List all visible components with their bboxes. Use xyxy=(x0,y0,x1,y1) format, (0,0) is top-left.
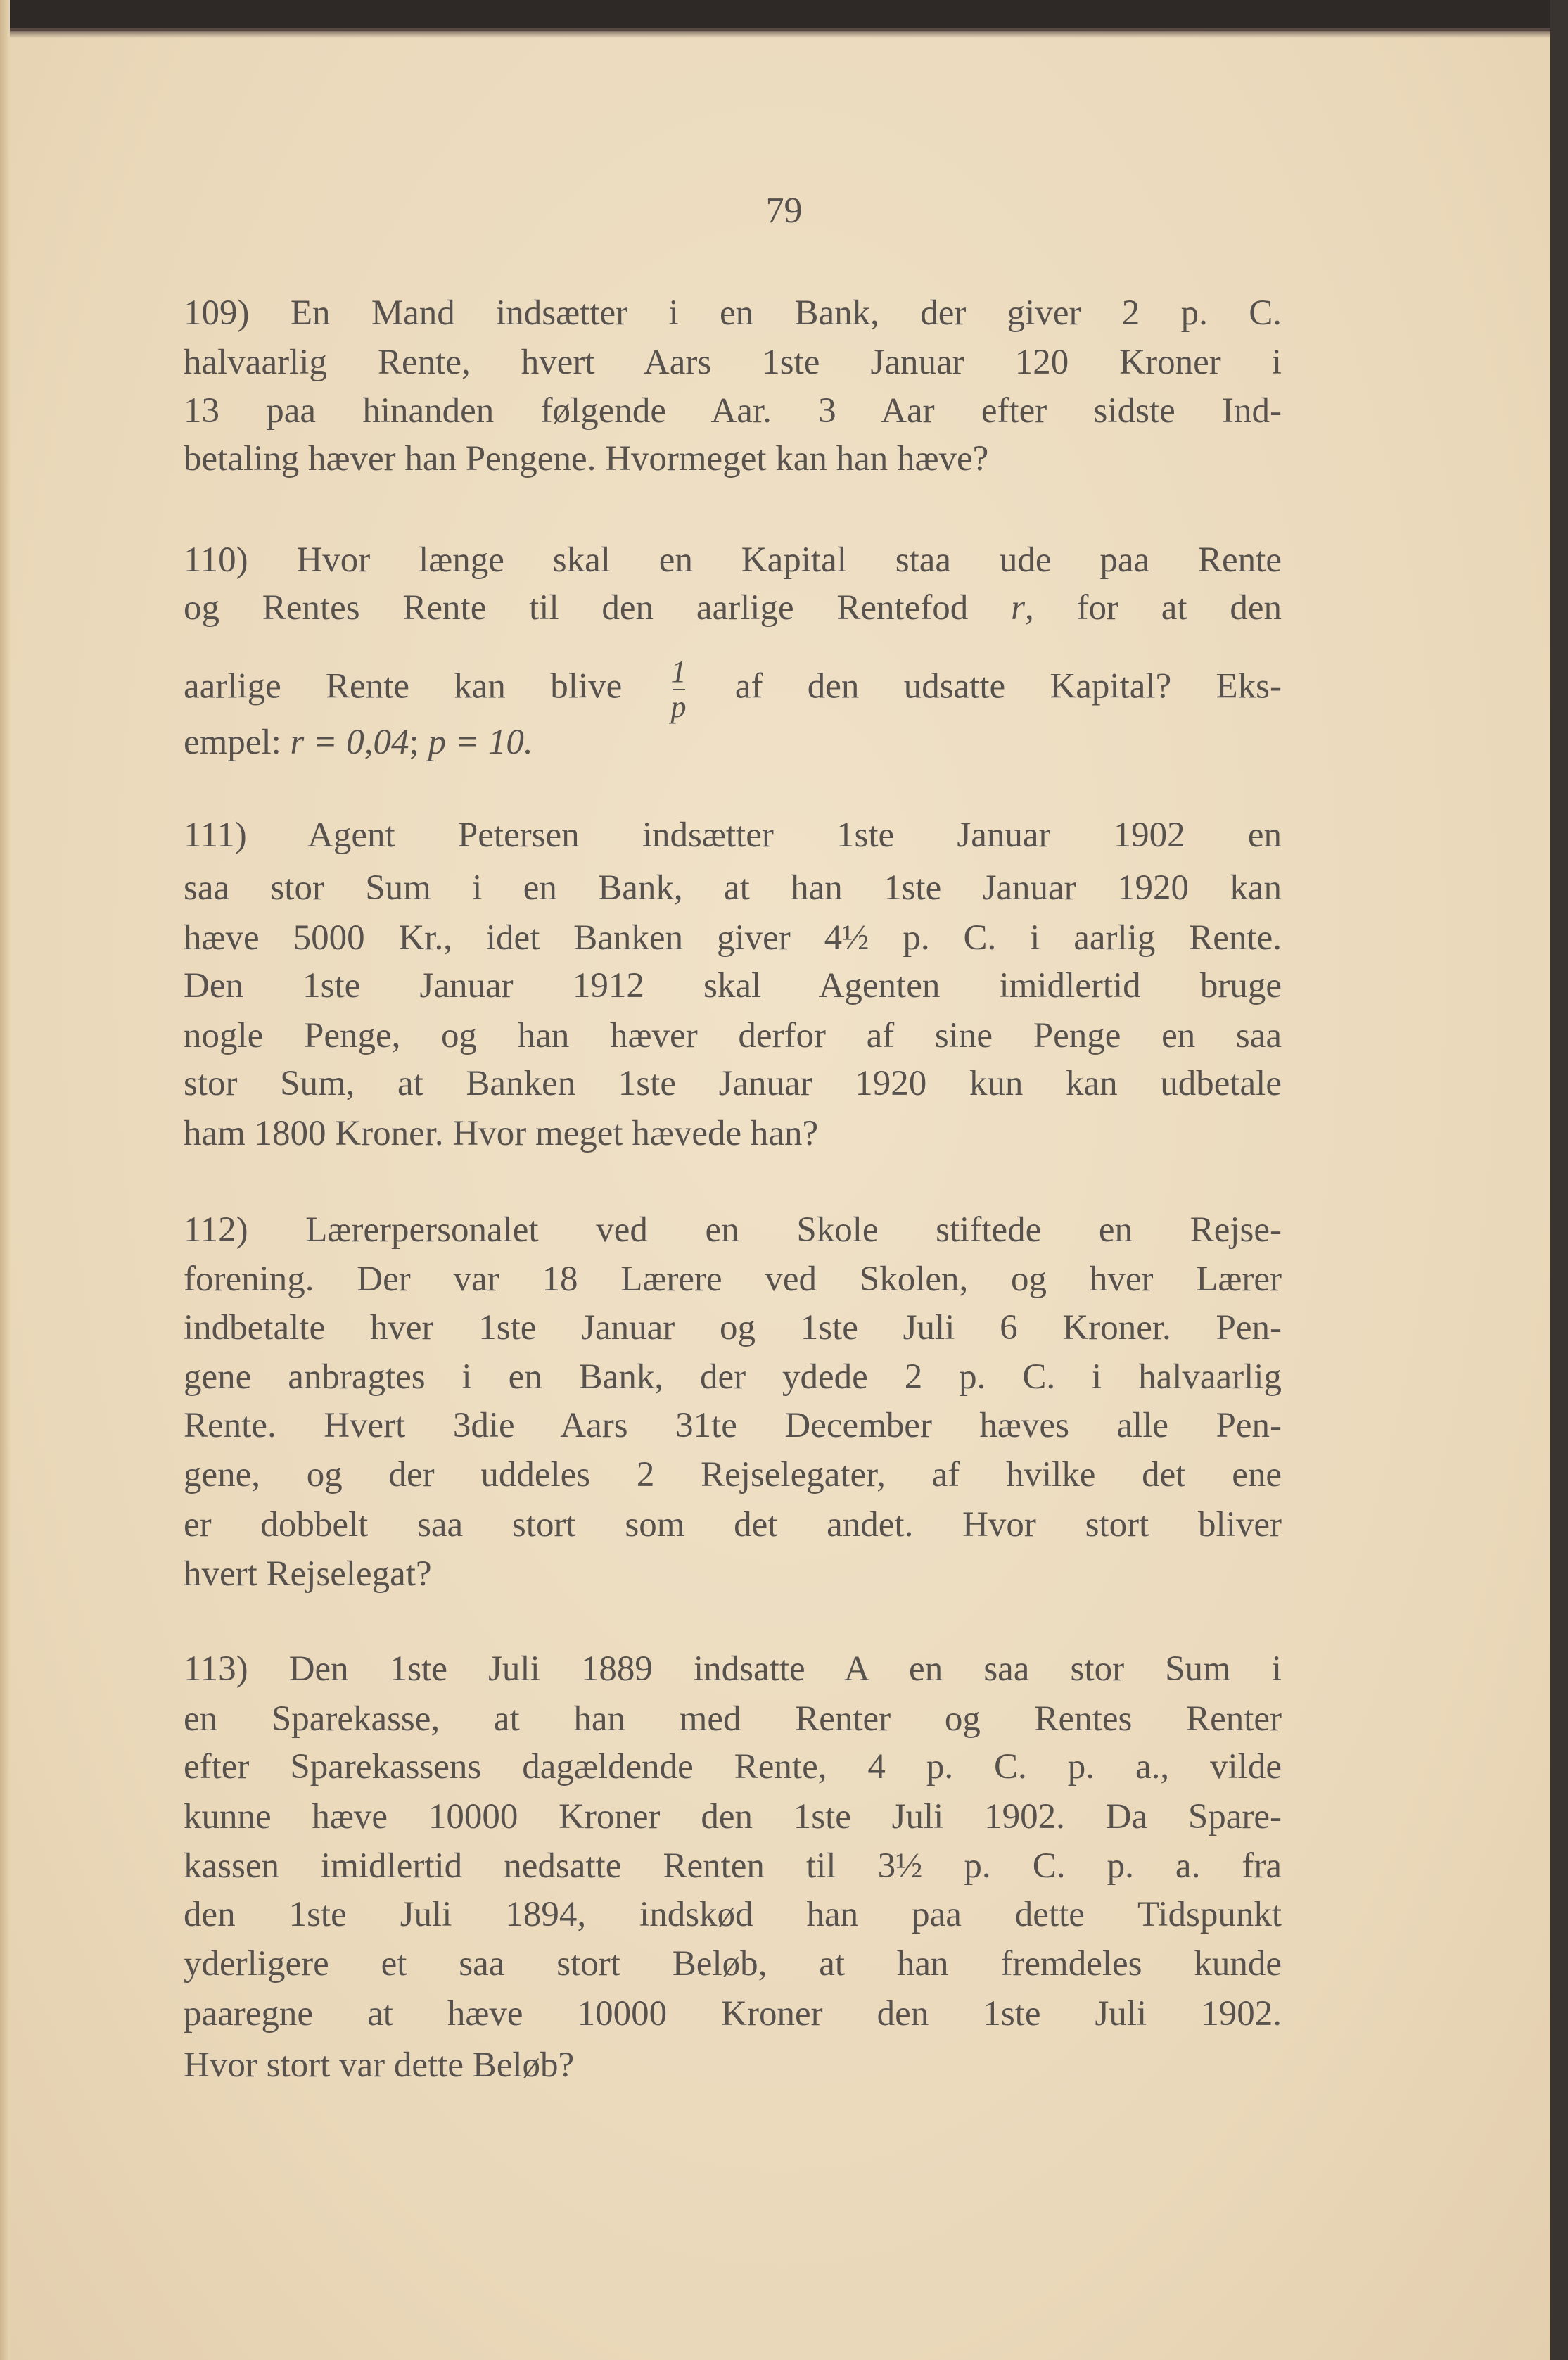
paragraph-1-line xyxy=(184,584,1282,632)
paragraph-4-line: den 1ste Juli 1894, indskød han paa dette Tidspunkt xyxy=(184,1895,1282,1934)
paragraph-4-line: 113) Den 1ste Juli 1889 indsatte A en saa stor Sum i xyxy=(184,1649,1282,1689)
paragraph-4-line: yderligere et saa stort Beløb, at han fremdeles kunde xyxy=(184,1944,1282,1984)
paragraph-2-line: nogle Penge, og han hæver derfor af sine Penge en saa xyxy=(184,1016,1282,1055)
fraction-numerator: 1 xyxy=(670,654,687,689)
book-right-edge xyxy=(1550,0,1568,2360)
paragraph-4-line: en Sparekasse, at han med Renter og Rentes Renter xyxy=(184,1699,1282,1739)
text-segment: ; xyxy=(409,723,428,762)
paragraph-4-line: Hvor stort var dette Beløb? xyxy=(184,2045,575,2085)
paragraph-0-line: 109) En Mand indsætter i en Bank, der giver 2 p. C. xyxy=(184,293,1282,333)
paragraph-2-line: Den 1ste Januar 1912 skal Agenten imidlertid bruge xyxy=(184,966,1282,1005)
math-variable: p = 10. xyxy=(428,723,533,762)
text-segment: , for at den xyxy=(1024,588,1282,628)
paragraph-4-line: efter Sparekassens dagældende Rente, 4 p. C. p. a., vilde xyxy=(184,1747,1282,1787)
paragraph-2-line: stor Sum, at Banken 1ste Januar 1920 kun kan udbetale xyxy=(184,1064,1282,1103)
text-segment: og Rentes Rente til den aarlige Rentefod xyxy=(184,588,1012,628)
paragraph-3-line: er dobbelt saa stort som det andet. Hvor stort bliver xyxy=(184,1505,1282,1544)
paragraph-4-line: kassen imidlertid nedsatte Renten til 3½ p. C. p. a. fra xyxy=(184,1846,1282,1886)
fraction xyxy=(671,656,687,723)
paragraph-2-line: ham 1800 Kroner. Hvor meget hævede han? xyxy=(184,1114,819,1153)
paragraph-3-line: forening. Der var 18 Lærere ved Skolen, og hver Lærer xyxy=(184,1260,1282,1299)
page-number: 79 xyxy=(765,191,803,231)
paragraph-3-line: gene, og der uddeles 2 Rejselegater, af hvilke det ene xyxy=(184,1455,1282,1495)
paragraph-2-line: saa stor Sum i en Bank, at han 1ste Januar 1920 kan xyxy=(184,868,1282,908)
fraction-denominator: p xyxy=(670,690,687,724)
text-segment: af den udsatte Kapital? Eks- xyxy=(690,666,1282,706)
paragraph-0-line: halvaarlig Rente, hvert Aars 1ste Januar 120 Kroner i xyxy=(184,343,1282,382)
paragraph-4-line: kunne hæve 10000 Kroner den 1ste Juli 1902. Da Spare- xyxy=(184,1797,1282,1836)
paragraph-3-line: gene anbragtes i en Bank, der ydede 2 p. C. i halvaarlig xyxy=(184,1357,1282,1397)
math-variable: r xyxy=(1011,588,1025,628)
paragraph-3-line: indbetalte hver 1ste Januar og 1ste Juli 6 Kroner. Pen- xyxy=(184,1308,1282,1347)
paragraph-1-line xyxy=(184,656,1282,723)
paragraph-3-line: hvert Rejselegat? xyxy=(184,1554,432,1594)
paragraph-4-line: paaregne at hæve 10000 Kroner den 1ste Juli 1902. xyxy=(184,1994,1282,2034)
paragraph-1-line: 110) Hvor længe skal en Kapital staa ude paa Rente xyxy=(184,540,1282,580)
math-variable: r = 0,04 xyxy=(290,723,409,762)
paragraph-2-line: 111) Agent Petersen indsætter 1ste Januar 1902 en xyxy=(184,816,1282,855)
page-top-shadow xyxy=(10,28,1550,38)
paragraph-2-line: hæve 5000 Kr., idet Banken giver 4½ p. C. i aarlig Rente. xyxy=(184,918,1282,958)
paragraph-0-line: betaling hæver han Pengene. Hvormeget kan han hæve? xyxy=(184,439,989,478)
book-left-edge xyxy=(0,0,10,2360)
paragraph-0-line: 13 paa hinanden følgende Aar. 3 Aar efter sidste Ind- xyxy=(184,391,1282,431)
paragraph-3-line: 112) Lærerpersonalet ved en Skole stiftede en Rejse- xyxy=(184,1210,1282,1250)
paragraph-1-line xyxy=(184,718,1282,766)
text-segment: empel: xyxy=(184,723,291,762)
text-segment: aarlige Rente kan blive xyxy=(184,666,667,706)
paragraph-3-line: Rente. Hvert 3die Aars 31te December hæves alle Pen- xyxy=(184,1406,1282,1445)
